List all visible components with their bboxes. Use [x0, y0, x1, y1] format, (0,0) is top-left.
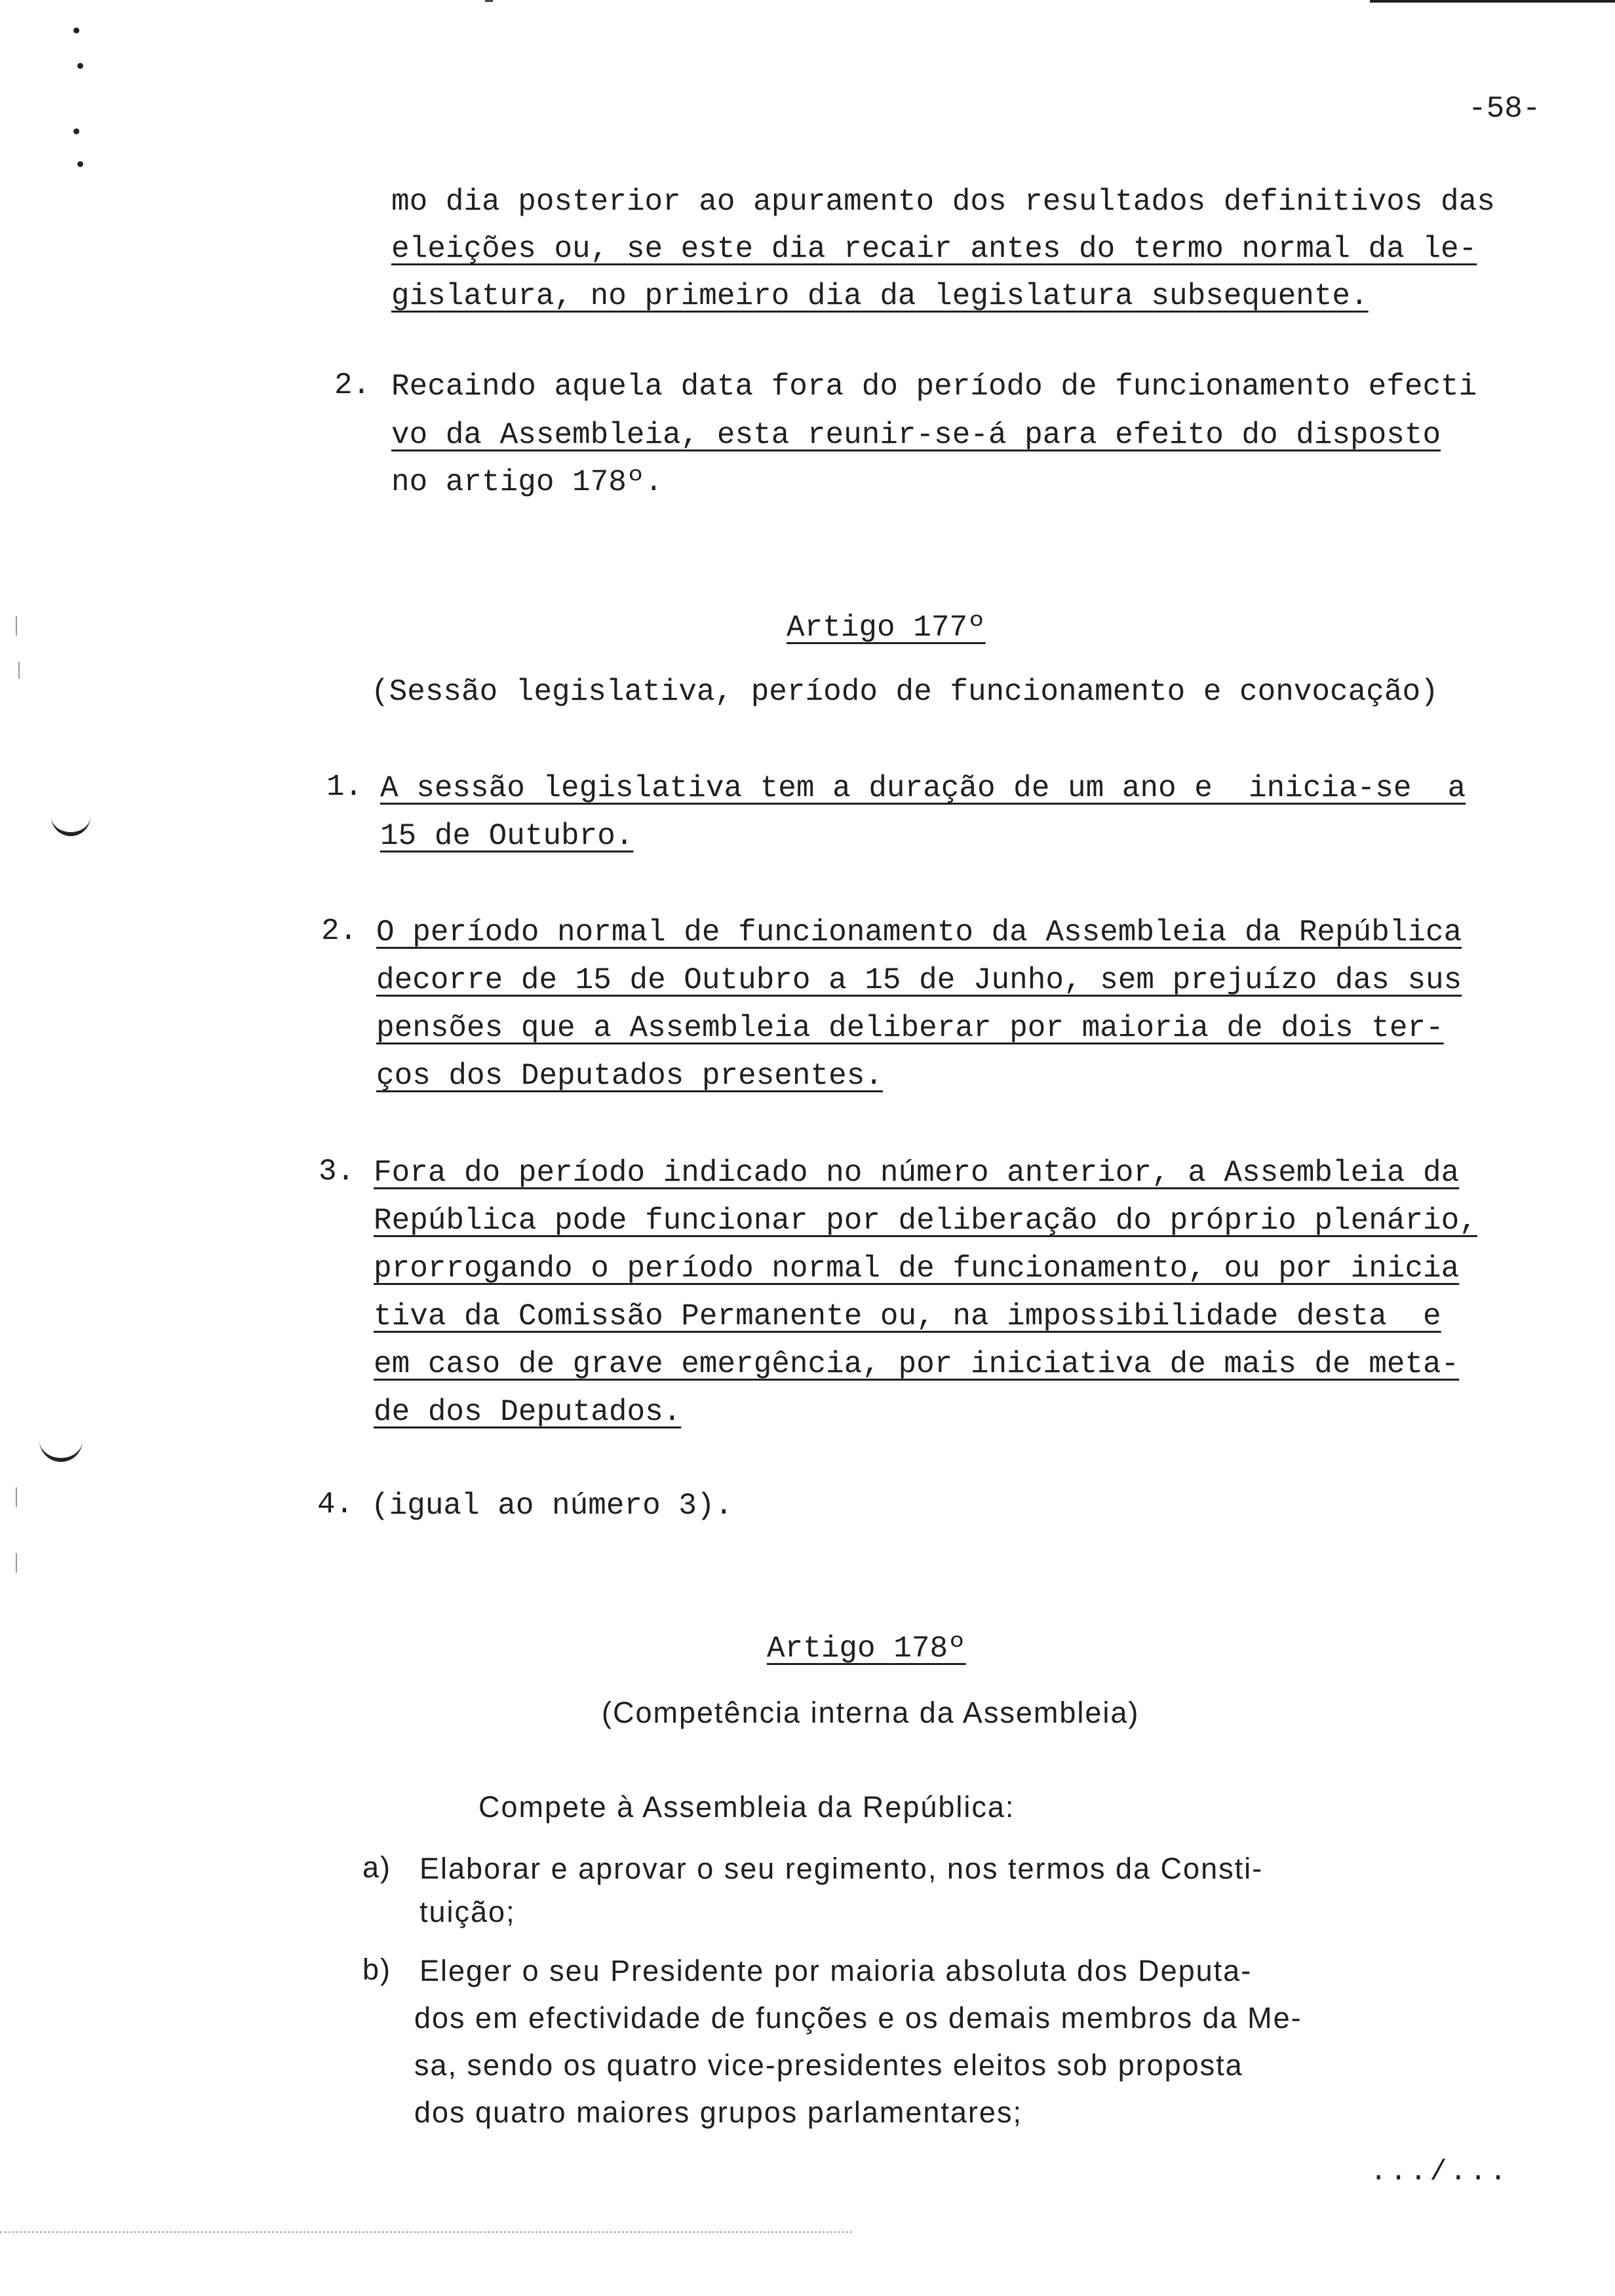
top-edge-line: [1370, 0, 1615, 3]
item-number: 1.: [326, 770, 363, 804]
item-number: 3.: [319, 1155, 355, 1189]
text-line: no artigo 178º.: [391, 465, 663, 499]
text-line: dos quatro maiores grupos parlamentares;: [414, 2095, 1022, 2129]
text-line: pensões que a Assembleia deliberar por maioria de dois ter-: [376, 1011, 1444, 1045]
text-line: tiva da Comissão Permanente ou, na impossibilidade desta e: [374, 1299, 1441, 1333]
article-subtitle: (Competência interna da Assembleia): [602, 1696, 1140, 1729]
text-line: mo dia posterior ao apuramento dos resultados definitivos das: [391, 185, 1495, 219]
text-line: vo da Assembleia, esta reunir-se-á para efeito do disposto: [391, 418, 1441, 452]
text-line: dos em efectividade de funções e os demais membros da Me-: [414, 2001, 1302, 2035]
punch-mark: [77, 63, 83, 69]
margin-tick: [18, 662, 20, 679]
text-line: Fora do período indicado no número anterior, a Assembleia da: [374, 1156, 1460, 1190]
text-line: prorrogando o período normal de funcionamento, ou por inicia: [374, 1252, 1460, 1286]
text-line: A sessão legislativa tem a duração de um ano e inicia-se a: [380, 771, 1466, 805]
item-number: 2.: [334, 368, 371, 402]
item-letter: a): [362, 1850, 392, 1884]
text-line: ços dos Deputados presentes.: [376, 1059, 883, 1093]
text-line: República pode funcionar por deliberação do próprio plenário,: [374, 1204, 1477, 1238]
text-line: (igual ao número 3).: [371, 1489, 733, 1523]
punch-mark: [77, 161, 83, 167]
continuation-mark: .../...: [1370, 2156, 1509, 2189]
text-line: O período normal de funcionamento da Assembleia da República: [376, 915, 1462, 949]
text-line: Elaborar e aprovar o seu regimento, nos termos da Consti-: [419, 1852, 1264, 1885]
article-subtitle: (Sessão legislativa, período de funcionamento e convocação): [371, 675, 1439, 709]
text-line: sa, sendo os quatro vice-presidentes eleitos sob proposta: [414, 2048, 1243, 2082]
bottom-edge-noise: [0, 2231, 852, 2233]
item-number: 4.: [317, 1487, 354, 1521]
margin-smear: [39, 1432, 83, 1462]
text-line: em caso de grave emergência, por iniciativa de mais de meta-: [374, 1347, 1460, 1381]
text-line: decorre de 15 de Outubro a 15 de Junho, sem prejuízo das sus: [376, 963, 1462, 997]
item-letter: b): [362, 1953, 392, 1986]
article-title: Artigo 178º: [767, 1632, 966, 1666]
page-number: -58-: [1468, 92, 1541, 126]
text-line: tuição;: [419, 1895, 516, 1928]
top-edge-mark: [485, 0, 493, 2]
text-line: 15 de Outubro.: [380, 819, 634, 853]
margin-smear: [51, 806, 90, 836]
item-number: 2.: [321, 914, 358, 948]
intro-line: Compete à Assembleia da República:: [478, 1790, 1015, 1824]
margin-tick: [16, 1487, 17, 1507]
punch-mark: [73, 28, 79, 33]
punch-mark: [73, 128, 79, 134]
article-title: Artigo 177º: [787, 611, 986, 645]
text-line: de dos Deputados.: [374, 1395, 682, 1429]
text-line: gislatura, no primeiro dia da legislatura subsequente.: [391, 279, 1369, 313]
margin-tick: [16, 616, 17, 636]
text-line: Eleger o seu Presidente por maioria absoluta dos Deputa-: [419, 1954, 1253, 1987]
margin-tick: [16, 1553, 17, 1573]
text-line: Recaindo aquela data fora do período de funcionamento efecti: [391, 370, 1477, 404]
text-line: eleições ou, se este dia recair antes do termo normal da le-: [391, 232, 1477, 266]
